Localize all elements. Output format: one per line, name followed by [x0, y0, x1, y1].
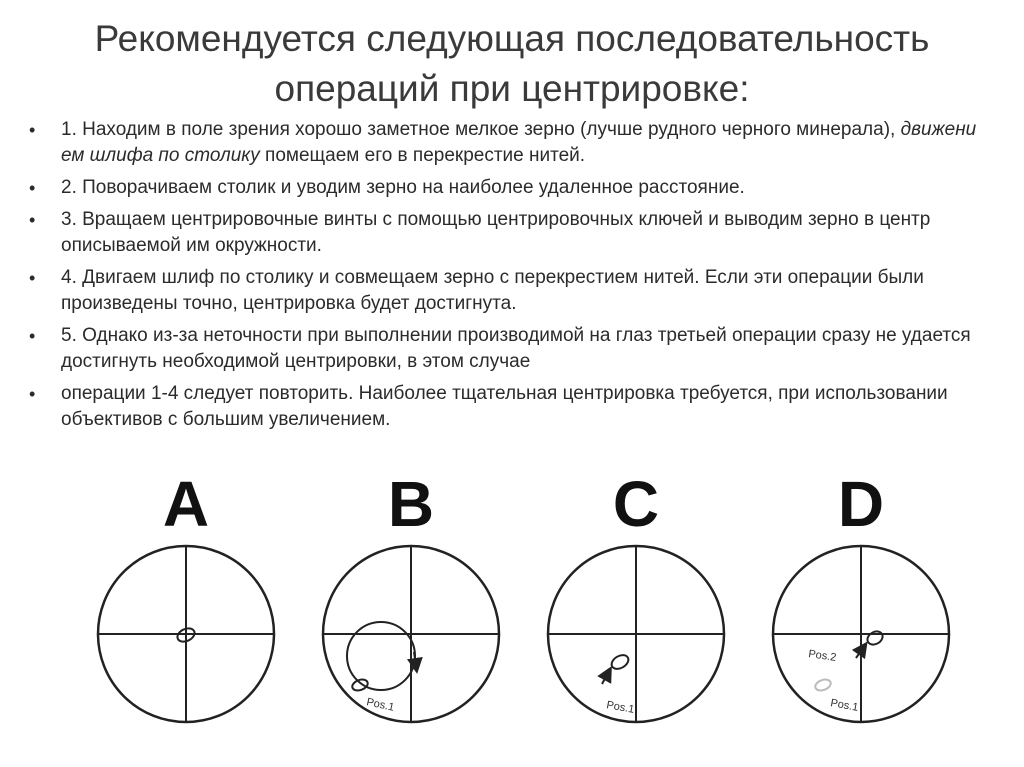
panel-c	[548, 468, 724, 722]
step-text-end: помещаем его в перекрестие нитей.	[259, 145, 586, 166]
panel-d	[773, 468, 949, 722]
panel-b-letter: B	[387, 468, 435, 540]
list-item	[27, 265, 977, 317]
list-item	[27, 117, 977, 169]
position-label: Pos.1	[605, 699, 636, 716]
bullet-dot: •	[29, 178, 36, 198]
bullet-dot: •	[29, 326, 36, 346]
centering-diagram-svg	[90, 462, 990, 762]
grain-shape	[351, 678, 369, 693]
step-text: 2. Поворачиваем столик и уводим зерно на наиболее удаленное расстояние.	[61, 177, 745, 198]
list-item	[27, 323, 977, 375]
step-text: 4. Двигаем шлиф по столику и совмещаем зерно с перекрестием нитей. Если эти операции были произведены точно, центрировка будет достигнута.	[61, 267, 924, 314]
bullet-dot: •	[29, 120, 36, 140]
slide-title	[60, 14, 964, 114]
step-text-italic: движени ем шлифа по столику	[61, 119, 977, 166]
bullet-dot: •	[29, 268, 36, 288]
step-text: 5. Однако из-за неточности при выполнении производимой на глаз третьей операции сразу не удается достигнуть необходимой центрировки, в этом случае	[61, 325, 971, 372]
panel-c-letter: C	[612, 468, 660, 540]
grain-ghost-shape	[814, 678, 832, 693]
centering-diagram	[90, 462, 990, 762]
list-item	[27, 381, 977, 433]
grain-shape	[609, 652, 631, 671]
bullet-dot: •	[29, 384, 36, 404]
panel-a	[98, 468, 274, 722]
slide-title-line-1: Рекомендуется следующая последовательность	[94, 18, 930, 59]
bullet-dot: •	[29, 210, 36, 230]
position-label: Pos.2	[807, 648, 838, 664]
steps-list	[27, 117, 977, 439]
shift-arrow-icon	[602, 673, 608, 684]
panel-b	[323, 468, 499, 722]
grain-shape	[865, 629, 885, 647]
position-label: Pos.1	[829, 697, 860, 714]
position-label: Pos.1	[365, 696, 396, 714]
list-item	[27, 175, 977, 201]
step-text: 1. Находим в поле зрения хорошо заметное мелкое зерно (лучше рудного черного минерала),	[61, 119, 901, 140]
slide-title-line-2: операций при центрировке:	[274, 68, 750, 109]
list-item	[27, 207, 977, 259]
panel-a-letter: A	[162, 468, 210, 540]
step-text: 3. Вращаем центрировочные винты с помощью центрировочных ключей и выводим зерно в центр описываемой им окружности.	[61, 209, 931, 256]
step-text: операции 1-4 следует повторить. Наиболее тщательная центрировка требуется, при использовании объективов с большим увеличением.	[61, 383, 948, 430]
panel-d-letter: D	[837, 468, 885, 540]
